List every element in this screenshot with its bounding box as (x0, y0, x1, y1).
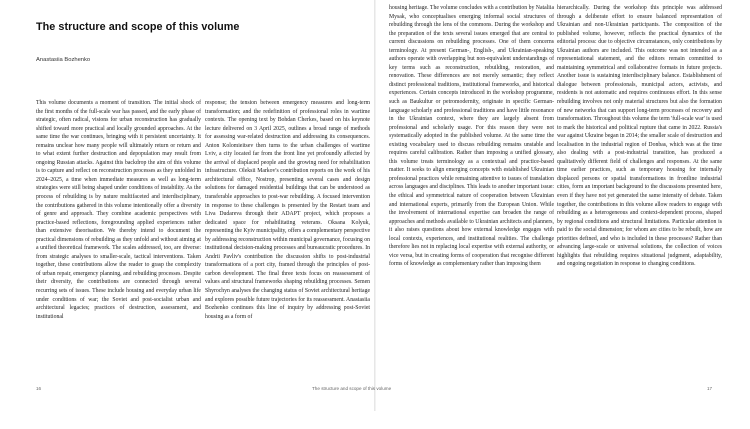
chapter-title: The structure and scope of this volume (36, 21, 240, 33)
text-column-1 (36, 99, 201, 429)
column-3-text: housing heritage. The volume concludes with a contribution by Nataliia Mysak, who conceptualises emerging informal social structures of rebuilding through the lens of the commons. During the workshop and the preparation of the texts several issues emerged that are central to current discussions on rebuilding processes. One of them concerns terminology. At present German-, English-, and Ukrainian-speaking authors operate with overlapping but non-equivalent understandings of key terms such as reconstruction, rebuilding, restoration, and renovation. These differences are not merely semantic; they reflect distinct professional traditions, institutional frameworks, and historical experiences. Certain concepts introduced in the workshop programme, such as Baukultur or petromodernity, originate in specific German-language scholarly and professional traditions and have little resonance in the Ukrainian context, where they are largely absent from professional and scholarly usage. For this reason they were not systematically adopted in the published volume. At the same time the existing vocabulary used to discuss rebuilding remains unstable and requires careful calibration. Rather than imposing a unified glossary, this volume treats terminology as a contextual and practice-based matter. It seeks to align emerging concepts with established Ukrainian professional practices while remaining attentive to issues of translation across languages and disciplines. This leads to another important issue: the ethical and symmetrical nature of cooperation between Ukrainian and international experts, primarily from the European Union. While the involvement of international expertise can broaden the range of approaches and methods available to Ukrainian architects and planners, it also raises questions about how external knowledge engages with local contexts, experiences, and institutional realities. The challenge therefore lies not in replacing local expertise with external authority, or vice versa, but in creating forms of cooperation that recognise different forms of knowledge as complementary rather than imposing them (389, 5, 554, 268)
column-1-text: This volume documents a moment of transition. The initial shock of the first months of the full-scale war has passed, and the early phase of strategic, often radical, visions for urban reconstruction has gradually shifted toward more practical and locally grounded approaches. At the same time the war continues, bringing with it persistent uncertainty. It remains unclear how many people will ultimately return or return and to what extent further destruction and depopulation may result from ongoing Russian attacks. Against this backdrop the aim of this volume is to capture and reflect on reconstruction processes as they unfolded in 2024–2025, a time when immediate measures as well as long-term strategies were still being shaped under conditions of instability. As the process of rebuilding is by nature multifaceted and interdisciplinary, the contributions gathered in this volume intentionally offer a diversity of genre and approach. They combine academic perspectives with practice-based reflections, foregrounding applied experiences rather than extensive theorisation. We thereby intend to document the practical dimensions of rebuilding as they unfold and without aiming at a unified theoretical framework. The scales addressed, too, are diverse: from strategic analyses to smaller-scale, tactical interventions. Taken together, these contributions allow the reader to grasp the complexity of urban repair, emergency planning, and rebuilding processes. Despite their diversity, the contributions are connected through several recurring sets of issues. These include housing and everyday urban life under conditions of war; the Soviet and post-socialist urban and architectural legacies; practices of destruction, assessment, and institutional (36, 100, 201, 320)
text-column-2 (205, 99, 370, 429)
page-number-left: 16 (36, 386, 42, 391)
chapter-author: Anastasiia Bozhenko (36, 57, 91, 63)
column-2-text: response; the tension between emergency measures and long-term transformation; and the redefinition of professional roles in wartime contexts. The opening text by Bohdan Cherkes, based on his keynote lecture delivered on 3 April 2025, outlines a broad range of methods for assessing war-related destruction and addressing its consequences. Anton Kolomieitsev then turns to the urban challenges of wartime Lviv, a city located far from the front line yet profoundly affected by the arrival of displaced people and the growing need for rehabilitation infrastructure. Oleksii Markov's contribution reports on the work of his architectural office, Nostrop, presenting several cases and design solutions for damaged residential buildings that can be understood as transferable approaches to post-war rebuilding. A focused intervention in response to these challenges is presented by the Restart team and Liva Dudareva through their ADAPT project, which proposes a dedicated space for rehabilitating veterans. Oksana Kolyuk, representing the Kyiv municipality, offers a complementary perspective by addressing reconstruction within municipal governance, focusing on institutional decision-making processes and bureaucratic procedures. In Andrii Pavliv's contribution the discussion shifts to post-industrial transformations of a port city, framed through the principles of post-carbon development. The final three texts focus on reassessment of values and structural frameworks shaping rebuilding processes. Semen Shyrochyn analyses the changing status of Soviet architectural heritage and explores possible future trajectories for its reassessment. Anastasiia Bozhenko continues this line of inquiry by addressing post-Soviet housing as a form of (205, 100, 370, 320)
column-4-text: hierarchically. During the workshop this principle was addressed through a deliberate effort to ensure balanced representation of Ukrainian and non-Ukrainian participants. The composition of the published volume, however, reflects the practical dynamics of the editorial process: due to objective circumstances, only contributions by Ukrainian authors are included. This outcome was not intended as a representational statement, and the editors remain committed to maintaining symmetrical and collaborative formats in future projects. Another issue is sustaining interdisciplinary balance. Establishment of dialogue between professionals, municipal actors, activists, and residents is not automatic and requires continuous effort. In this sense rebuilding involves not only material structures but also the formation of new networks that can support long-term processes of recovery and transformation. Throughout this volume the term 'full-scale war' is used to mark the historical and political rupture that came in 2022. Russia's war against Ukraine began in 2014; the smaller scale of destruction and localisation in the industrial region of Donbas, which was at the time also dealing with a post-industrial transition, has produced a qualitatively different field of challenges and responses. At the same time earlier practices, such as temporary housing for internally displaced persons or spatial transformations in frontline industrial cities, form an important background to the discussions presented here, even if they have not yet generated the same intensity of debate. Taken together, the contributions in this volume allow readers to engage with rebuilding as a heterogeneous and context-dependent process, shaped by regional conditions and structural limitations. Particular attention is paid to the social dimension; for whom are cities to be rebuilt, how are priorities defined, and who is included in these processes? Rather than advancing large-scale or universal solutions, the collection of voices highlights that rebuilding requires situational judgment, adaptability, and ongoing negotiation in response to changing conditions. (557, 5, 722, 268)
book-gutter (374, 0, 376, 411)
text-column-3 (389, 4, 554, 334)
running-head: The structure and scope of this volume (312, 386, 392, 391)
text-column-4 (557, 4, 722, 334)
page-number-right: 17 (707, 386, 713, 391)
